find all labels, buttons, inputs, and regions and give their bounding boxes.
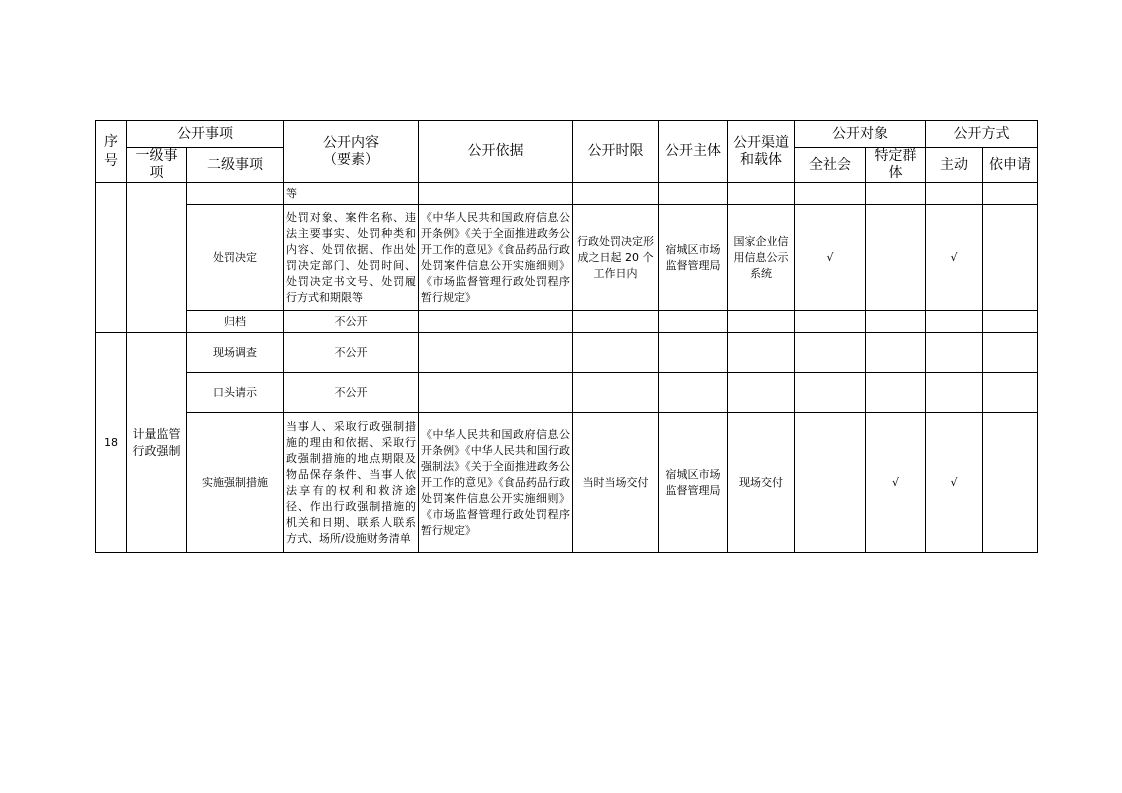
header-target: 公开对象 [795, 121, 926, 148]
header-level1: 一级事项 [127, 148, 187, 183]
header-on-request: 依申请 [983, 148, 1038, 183]
whole-society-check [795, 413, 866, 553]
level2-site-survey: 现场调查 [187, 333, 284, 373]
header-seq: 序号 [96, 121, 127, 183]
table-row [96, 373, 1038, 413]
header-specific-group: 特定群体 [866, 148, 926, 183]
content-oral-request: 不公开 [284, 373, 419, 413]
table-row [96, 205, 1038, 311]
level1-cell-empty [127, 183, 187, 333]
on-request-check [983, 413, 1038, 553]
active-check: √ [926, 205, 983, 311]
table-row [96, 413, 1038, 553]
level2-penalty-decision: 处罚决定 [187, 205, 284, 311]
channel-penalty-decision: 国家企业信用信息公示系统 [728, 205, 795, 311]
content-archive: 不公开 [284, 311, 419, 333]
subject-penalty-decision: 宿城区市场监督管理局 [659, 205, 728, 311]
basis-enforce-measures: 《中华人民共和国政府信息公开条例》《中华人民共和国行政强制法》《关于全面推进政务公开工作的意见》《食品药品行政处罚案件信息公开实施细则》《市场监督管理行政处罚程序暂行规定》 [419, 413, 573, 553]
header-channel: 公开渠道 和载体 [728, 121, 795, 183]
content-enforce-measures: 当事人、采取行政强制措施的理由和依据、采取行政强制措施的地点期限及物品保存条件、当事人依法享有的权利和救济途径、作出行政强制措施的机关和日期、联系人联系方式、场所/设施财务清单 [284, 413, 419, 553]
time-limit-penalty-decision: 行政处罚决定形成之日起 20 个工作日内 [573, 205, 659, 311]
subject-enforce-measures: 宿城区市场监督管理局 [659, 413, 728, 553]
header-whole-society: 全社会 [795, 148, 866, 183]
header-active: 主动 [926, 148, 983, 183]
level2-oral-request: 口头请示 [187, 373, 284, 413]
table-row [96, 333, 1038, 373]
table-row [96, 311, 1038, 333]
header-subject: 公开主体 [659, 121, 728, 183]
content-site-survey: 不公开 [284, 333, 419, 373]
specific-group-check [866, 205, 926, 311]
whole-society-check: √ [795, 205, 866, 311]
header-items: 公开事项 [127, 121, 284, 148]
time-limit-enforce-measures: 当时当场交付 [573, 413, 659, 553]
seq-18: 18 [96, 333, 127, 553]
header-level2: 二级事项 [187, 148, 284, 183]
header-row-1 [96, 121, 1038, 148]
basis-penalty-decision: 《中华人民共和国政府信息公开条例》《关于全面推进政务公开工作的意见》《食品药品行政处罚案件信息公开实施细则》《市场监督管理行政处罚程序暂行规定》 [419, 205, 573, 311]
channel-enforce-measures: 现场交付 [728, 413, 795, 553]
level2-enforce-measures: 实施强制措施 [187, 413, 284, 553]
level2-cell-empty [187, 183, 284, 205]
active-check: √ [926, 413, 983, 553]
level2-archive: 归档 [187, 311, 284, 333]
header-basis: 公开依据 [419, 121, 573, 183]
seq-cell-empty [96, 183, 127, 333]
content-cell-continued: 等 [284, 183, 419, 205]
table-row [96, 183, 1038, 205]
header-content: 公开内容 （要素） [284, 121, 419, 183]
header-time-limit: 公开时限 [573, 121, 659, 183]
content-penalty-decision: 处罚对象、案件名称、违法主要事实、处罚种类和内容、处罚依据、作出处罚决定部门、处罚时间、处罚决定书文号、处罚履行方式和期限等 [284, 205, 419, 311]
level1-metrology-enforcement: 计量监管行政强制 [127, 333, 187, 553]
header-method: 公开方式 [926, 121, 1038, 148]
on-request-check [983, 205, 1038, 311]
specific-group-check: √ [866, 413, 926, 553]
disclosure-table [95, 120, 1038, 553]
